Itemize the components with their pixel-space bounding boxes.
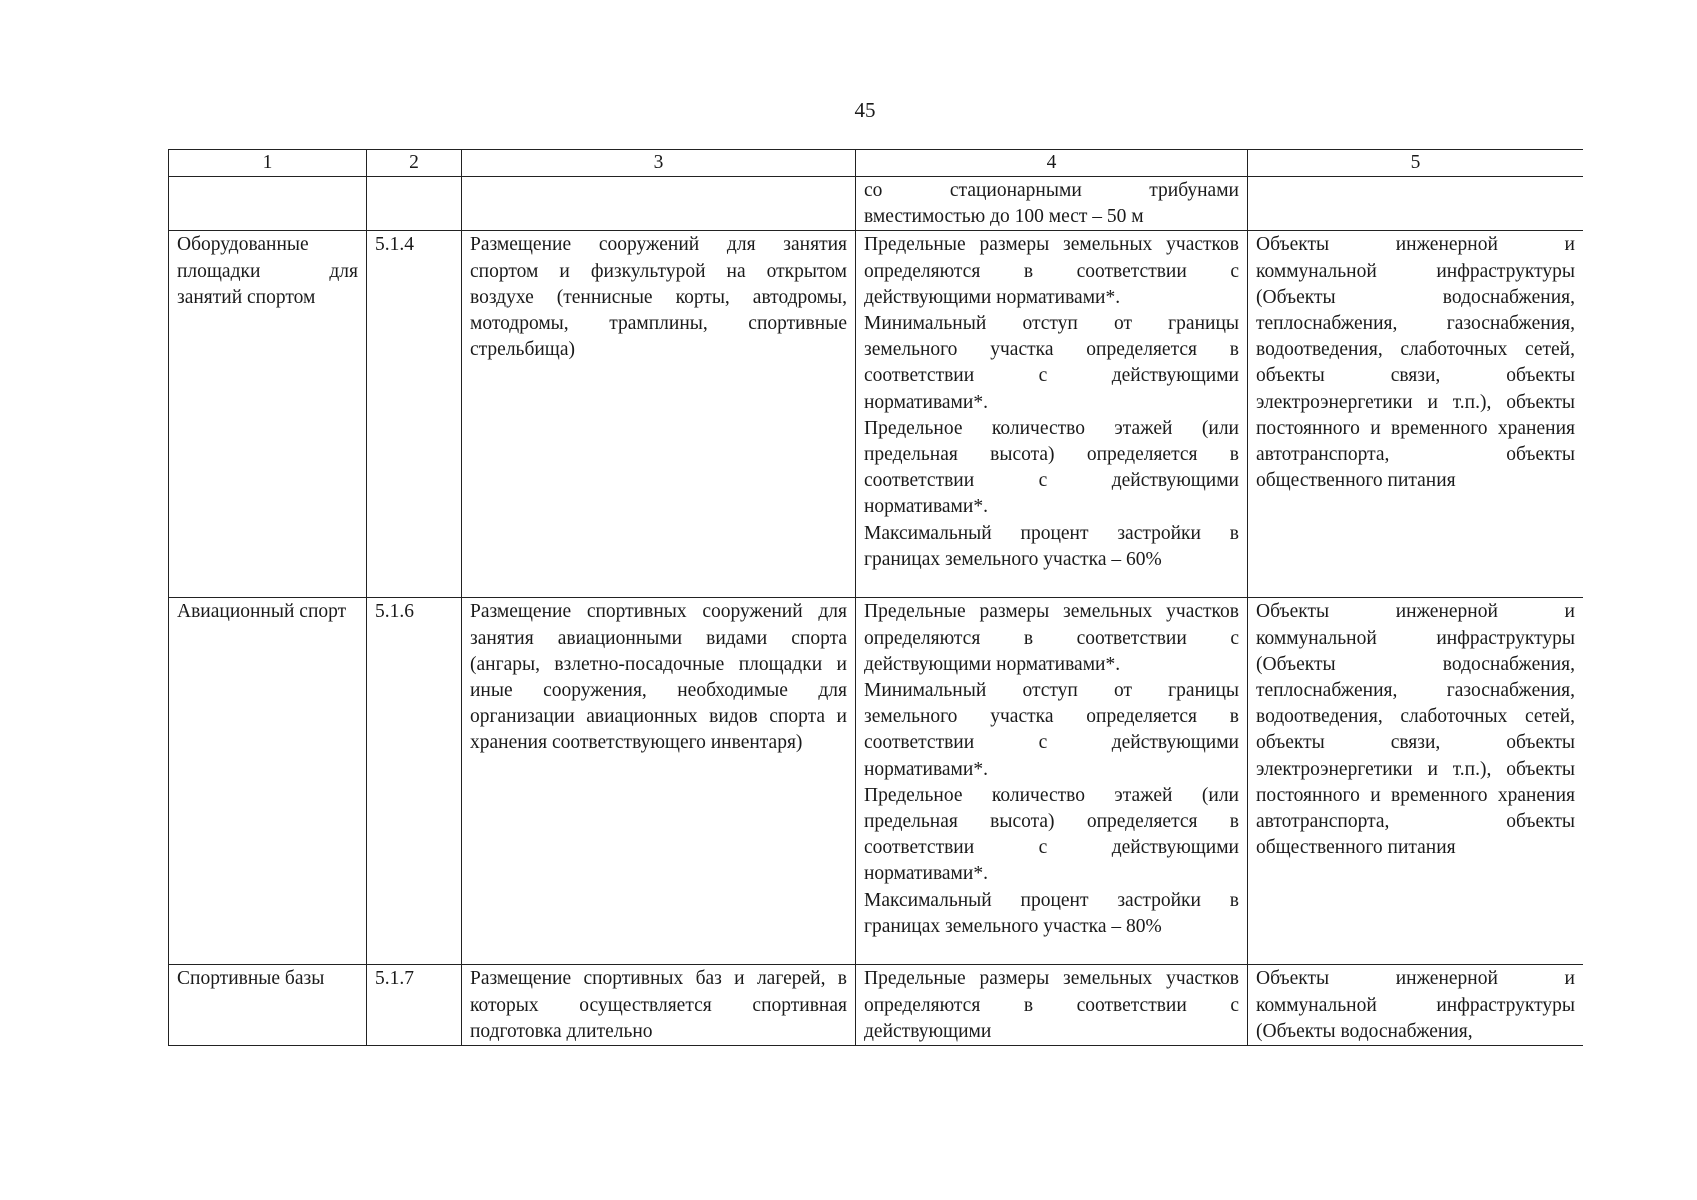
parameter-setback: Минимальный отступ от границы земельного участка определяется в соответствии с действующими нормативами*. [864,313,1239,413]
parameter-floors: Предельное количество этажей (или предельная высота) определяется в соответствии с действующими нормативами*. [864,784,1239,885]
land-use-description: Размещение спортивных сооружений для занятия авиационными видами спорта (ангары, взлетно-посадочные площадки и иные сооружения, необходимые для организации авиационных видов спорта и хранения соответствующего инвентаря) [462,598,856,965]
land-use-parameters [856,965,1248,1046]
column-number-5: 5 [1248,150,1584,177]
continuation-cell-2 [367,177,462,231]
column-number-2: 2 [367,150,462,177]
parameter-floors: Предельное количество этажей (или предельная высота) определяется в соответствии с действующими нормативами*. [864,417,1239,518]
table-row [169,965,1584,1046]
parameter-coverage: Максимальный процент застройки в границах земельного участка – 60% [864,522,1239,570]
column-number-3: 3 [462,150,856,177]
parameter-plot-size: Предельные размеры земельных участков определяются в соответствии с действующими [864,968,1239,1042]
auxiliary-uses: Объекты инженерной и коммунальной инфраструктуры (Объекты водоснабжения, теплоснабжения, газоснабжения, водоотведения, слаботочных сетей, объекты связи, объекты электроэнергетики и т.п.), объекты постоянного и временного хранения автотранспорта, объекты общественного питания [1248,231,1584,598]
auxiliary-uses: Объекты инженерной и коммунальной инфраструктуры (Объекты водоснабжения, [1248,965,1584,1046]
parameter-coverage: Максимальный процент застройки в границах земельного участка – 80% [864,889,1239,937]
parameter-setback: Минимальный отступ от границы земельного участка определяется в соответствии с действующими нормативами*. [864,680,1239,780]
land-use-code: 5.1.7 [367,965,462,1046]
continuation-cell-3 [462,177,856,231]
land-use-parameters [856,231,1248,598]
document-sheet [168,149,1583,1055]
table-row [169,598,1584,965]
land-use-name: Спортивные базы [169,965,367,1046]
continuation-params: со стационарными трибунами вместимостью до 100 мест – 50 м [856,177,1248,231]
land-use-code: 5.1.6 [367,598,462,965]
continuation-cell-1 [169,177,367,231]
column-number-row [169,150,1584,177]
land-use-parameters [856,598,1248,965]
column-number-4: 4 [856,150,1248,177]
table-row [169,231,1584,598]
continuation-cell-5 [1248,177,1584,231]
page-number: 45 [854,98,876,122]
land-use-name: Оборудованные площадки для занятий спортом [169,231,367,598]
column-number-1: 1 [169,150,367,177]
land-use-description: Размещение сооружений для занятия спортом и физкультурой на открытом воздухе (теннисные корты, автодромы, мотодромы, трамплины, спортивные стрельбища) [462,231,856,598]
parameter-plot-size: Предельные размеры земельных участков определяются в соответствии с действующими нормативами*. [864,601,1239,675]
land-use-name: Авиационный спорт [169,598,367,965]
regulations-table [168,149,1583,1046]
auxiliary-uses: Объекты инженерной и коммунальной инфраструктуры (Объекты водоснабжения, теплоснабжения, газоснабжения, водоотведения, слаботочных сетей, объекты связи, объекты электроэнергетики и т.п.), объекты постоянного и временного хранения автотранспорта, объекты общественного питания [1248,598,1584,965]
land-use-description: Размещение спортивных баз и лагерей, в которых осуществляется спортивная подготовка длительно [462,965,856,1046]
land-use-code: 5.1.4 [367,231,462,598]
continuation-row [169,177,1584,231]
parameter-plot-size: Предельные размеры земельных участков определяются в соответствии с действующими нормативами*. [864,234,1239,308]
